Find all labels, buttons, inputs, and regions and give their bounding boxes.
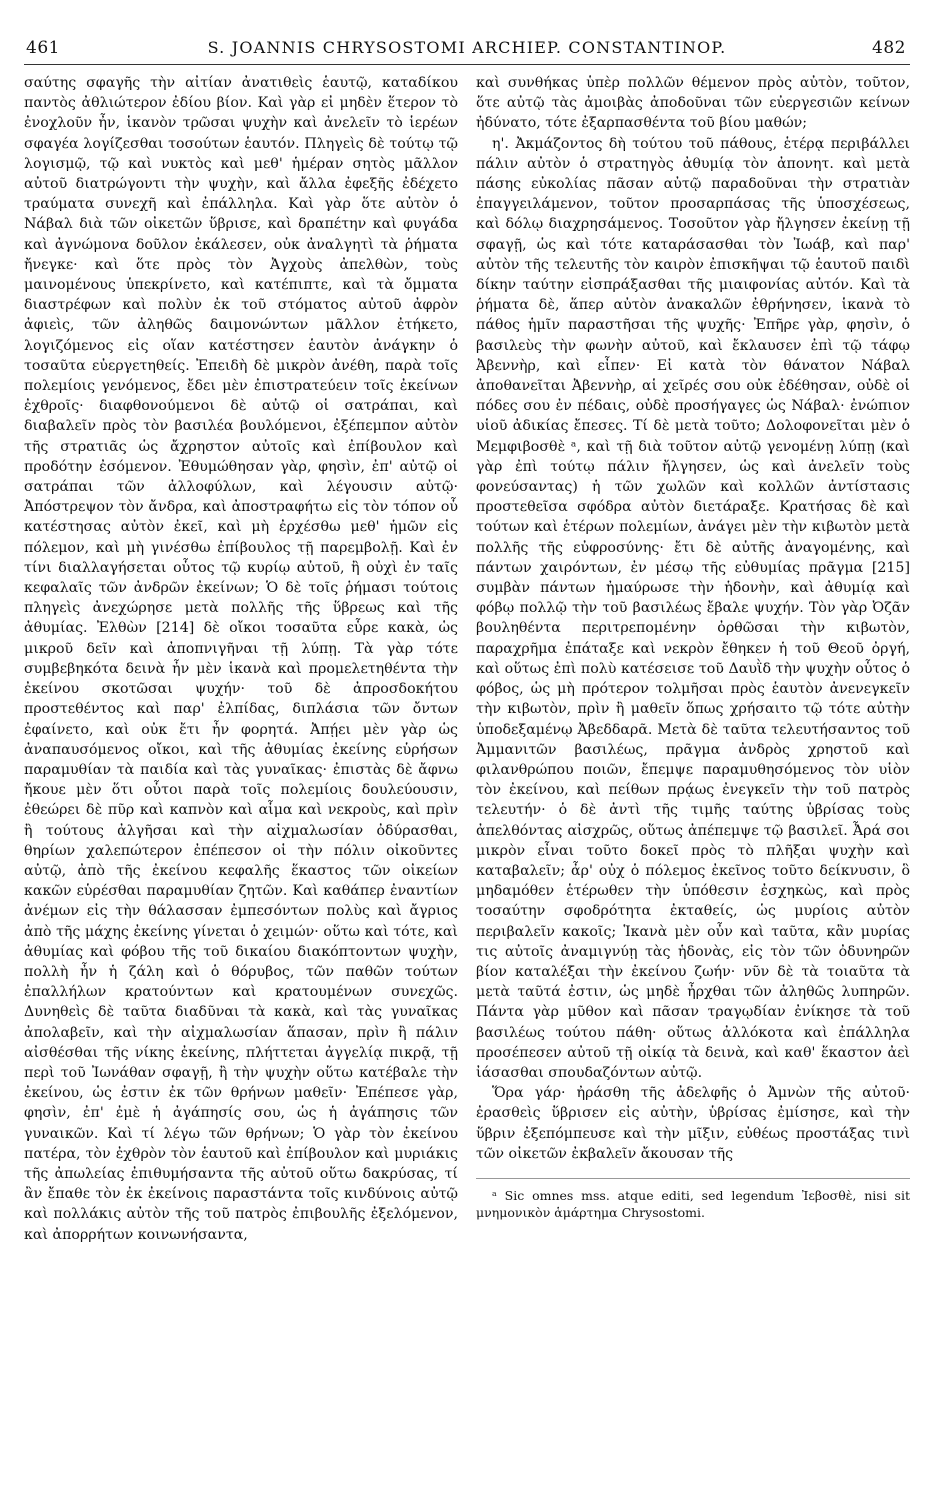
footnote: ᵃ Sic omnes mss. atque editi, sed legendum Ἰεβοσθὲ, nisi sit μνημονικὸν ἁμάρτημα Chrysostomi. — [476, 1178, 910, 1221]
right-column — [476, 73, 910, 1245]
right-paragraph-3: Ὅρα γάρ· ἠράσθη τῆς ἀδελφῆς ὁ Ἀμνὼν τῆς αὐτοῦ· ἐρασθεὶς ὕβρισεν εἰς αὐτὴν, ὑβρίσας ἐμίσησε, καὶ τὴν ὕβριν ἐξεπόμπευσε καὶ τὴν μῖξιν, εὐθέως προστάξας τινὶ τῶν οἰκετῶν ἐκβαλεῖν ἄκουσαν τῆς — [476, 1085, 910, 1162]
page-number-right: 482 — [872, 38, 906, 58]
right-paragraph-1: καὶ συνθήκας ὑπὲρ πολλῶν θέμενον πρὸς αὐτὸν, τοῦτον, ὅτε αὐτῷ τὰς ἀμοιβὰς ἀποδοῦναι τῶν εὐεργεσιῶν κείνων ἠδύνατο, τότε ἐξαρπασθέντα τοῦ βίου μαθών; — [476, 75, 910, 132]
right-paragraph-2: η'. Ἀκμάζοντος δὴ τούτου τοῦ πάθους, ἑτέρᾳ περιβάλλει πάλιν αὐτὸν ὁ στρατηγὸς ἀθυμίᾳ τὸν ἀπονητ. καὶ μετὰ πάσης εὐκολίας πᾶσαν αὐτῷ παραδοῦναι τὴν στρατιὰν ἐπαγγειλάμενον, τοῦτον προσαρπάσας τῆς ὑποσχέσεως, καὶ δόλῳ διαχρησάμενος. Τοσοῦτον γὰρ ἤλγησεν ἐκείνῃ τῇ σφαγῇ, ὡς καὶ τότε καταράσασθαι τὸν Ἰωάβ, καὶ παρ' αὐτὸν τῆς τελευτῆς τὸν καιρὸν ἐπισκῆψαι τῷ ἑαυτοῦ παιδὶ δίκην ταύτην εἰσπράξασθαι τῆς μιαιφονίας αὐτόν. Καὶ τὰ ῥήματα δὲ, ἅπερ αὐτὸν ἀνακαλῶν ἐθρήνησεν, ἱκανὰ τὸ πάθος ἡμῖν παραστῆσαι τῆς ψυχῆς· Ἐπῆρε γὰρ, φησὶν, ὁ βασιλεὺς τὴν φωνὴν αὐτοῦ, καὶ ἔκλαυσεν ἐπὶ τῷ τάφῳ Ἀβεννὴρ, καὶ εἶπεν· Εἰ κατὰ τὸν θάνατον Νάβαλ ἀποθανεῖται Ἀβεννὴρ, αἱ χεῖρές σου οὐκ ἐδέθησαν, οὐδὲ οἱ πόδες σου ἐν πέδαις, οὐδὲ προσήγαγες ὡς Νάβαλ· ἐνώπιον υἱοῦ ἀδικίας ἔπεσες. Τί δὲ μετὰ τοῦτο; Δολοφονεῖται μὲν ὁ Μεμφιβοσθὲ ᵃ, καὶ τῇ διὰ τοῦτον αὐτῷ γενομένῃ λύπῃ (καὶ γὰρ ἐπὶ τούτῳ πάλιν ἤλγησεν, ὡς καὶ ἀνελεῖν τοὺς φονεύσαντας) ἡ τῶν χωλῶν καὶ κολλῶν ἀντίστασις προστεθεῖσα σφόδρα αὐτὸν διετάραξε. Κρατήσας δὲ καὶ τούτων καὶ ἑτέρων πολεμίων, ἀνάγει μὲν τὴν κιβωτὸν μετὰ πολλῆς τῆς εὐφροσύνης· ἔτι δὲ αὐτῆς ἀναγομένης, καὶ πάντων χαιρόντων, ἐν μέσῳ τῆς εὐθυμίας πρᾶγμα [215] συμβὰν πάντων ἠμαύρωσε τὴν ἡδονὴν, καὶ ἀθυμίᾳ καὶ φόβῳ πολλῷ τὴν τοῦ βασιλέως ἔβαλε ψυχήν. Τὸν γὰρ Ὀζᾶν βουληθέντα περιτρεπομένην ὀρθῶσαι τὴν κιβωτὸν, παραχρῆμα ἐπάταξε καὶ νεκρὸν ἔθηκεν ἡ τοῦ Θεοῦ ὀργή, καὶ οὕτως ἐπὶ πολὺ κατέσεισε τοῦ Δαυῒδ τὴν ψυχὴν οὗτος ὁ φόβος, ὡς μὴ πρότερον τολμῆσαι πρὸς ἑαυτὸν ἀνενεγκεῖν τὴν κιβωτὸν, πρὶν ἢ μαθεῖν ὅπως χρήσαιτο τῷ τότε αὐτὴν ὑποδεξαμένῳ Ἀβεδδαρᾶ. Μετὰ δὲ ταῦτα τελευτήσαντος τοῦ Ἀμμανιτῶν βασιλέως, πρᾶγμα ἀνδρὸς χρηστοῦ καὶ φιλανθρώπου ποιῶν, ἔπεμψε παραμυθησόμενος τὸν υἱὸν τὸν ἐκείνου, καὶ πείθων πρᾴως ἐνεγκεῖν τὴν τοῦ πατρὸς τελευτήν· ὁ δὲ ἀντὶ τῆς τιμῆς ταύτης ὑβρίσας τοὺς ἀπελθόντας αἰσχρῶς, οὕτως ἀπέπεμψε τῷ βασιλεῖ. Ἆρά σοι μικρὸν εἶναι τοῦτο δοκεῖ πρὸς τὸ πλῆξαι ψυχὴν καὶ καταβαλεῖν; ἆρ' οὐχ ὁ πόλεμος ἐκεῖνος τοῦτο δείκνυσιν, ὃ μηδαμόθεν ἑτέρωθεν τὴν ὑπόθεσιν ἐσχηκὼς, καὶ πρὸς τοσαύτην σφοδρότητα ἐκταθείς, ὡς μυρίοις αὐτὸν περιβαλεῖν κακοῖς; Ἱκανὰ μὲν οὖν καὶ ταῦτα, κἂν μυρίας τις αὐτοῖς ἀναμιγνύῃ τὰς ἡδονὰς, εἰς τὸν τῶν ὀδυνηρῶν βίον καταλέξαι τὴν ἐκείνου ζωήν· νῦν δὲ τὰ τοιαῦτα τὰ μετὰ ταῦτά ἐστιν, ὡς μηδὲ ἦρχθαι τῶν ἀληθῶς λυπηρῶν. Πάντα γὰρ μῦθον καὶ πᾶσαν τραγῳδίαν ἐνίκησε τὰ τοῦ βασιλέως τούτου πάθη· οὕτως ἀλλόκοτα καὶ ἐπάλληλα προσέπεσεν αὐτοῦ τῇ οἰκίᾳ τὰ δεινὰ, καὶ καθ' ἕκαστον ἀεὶ ἰάσασθαι σπουδαζόντων αὐτῷ. — [476, 135, 910, 1081]
text-columns — [24, 73, 910, 1245]
left-paragraph-1: σαύτης σφαγῆς τὴν αἰτίαν ἀνατιθεὶς ἑαυτῷ, καταδίκου παντὸς ἀθλιώτερον ἐδίου βίον. Καὶ γὰρ εἰ μηδὲν ἕτερον τὸ ἐνοχλοῦν ἦν, ἱκανὸν τρῶσαι ψυχὴν καὶ ἀνελεῖν τὸ ἱερέων σφαγέα λογίζεσθαι τοσούτων ἑαυτόν. Πληγεὶς δὲ τούτῳ τῷ λογισμῷ, τῷ καὶ νυκτὸς καὶ μεθ' ἡμέραν σητὸς μᾶλλον αὐτοῦ διατρώγοντι τὴν ψυχὴν, καὶ ἄλλα ἐφεξῆς ἐδέχετο τραύματα συνεχῆ καὶ ἐπάλληλα. Καὶ γὰρ ὅτε αὐτὸν ὁ Νάβαλ διὰ τῶν οἰκετῶν ὕβρισε, καὶ δραπέτην καὶ φυγάδα καὶ ἀγνώμονα δοῦλον ἐκάλεσεν, οὐκ ἀναλγητὶ τὰ ῥήματα ἤνεγκε· καὶ ὅτε πρὸς τὸν Ἀγχοὺς ἀπελθὼν, τοὺς μαινομένους ὑπεκρίνετο, καὶ κατέπιπτε, καὶ τὰ ὄμματα διαστρέφων καὶ πολὺν ἐκ τοῦ στόματος αὐτοῦ ἀφρὸν ἀφιεὶς, τῶν ἀληθῶς δαιμονώντων μᾶλλον ἐτήκετο, λογιζόμενος εἰς οἵαν κατέστησεν ἑαυτὸν ἀνάγκην ὁ τοσαῦτα εὐεργετηθείς. Ἐπειδὴ δὲ μικρὸν ἀνέθη, παρὰ τοῖς πολεμίοις γενόμενος, ἔδει μὲν ἐπιστρατεύειν τοῖς ἐκείνων ἐχθροῖς· διαφθονούμενοι δὲ αὐτῷ οἱ σατράπαι, καὶ διαβαλεῖν πρὸς τὸν βασιλέα βουλόμενοι, ἐξέπεμπον αὐτὸν τῆς στρατιᾶς ὡς ἄχρηστον αὐτοῖς καὶ ἐπίβουλον καὶ προδότην ἐσόμενον. Ἐθυμώθησαν γὰρ, φησὶν, ἐπ' αὐτῷ οἱ σατράπαι τῶν ἀλλοφύλων, καὶ λέγουσιν αὐτῷ· Ἀπόστρεψον τὸν ἄνδρα, καὶ ἀποστραφήτω εἰς τὸν τόπον οὗ κατέστησας αὐτὸν ἐκεῖ, καὶ μὴ ἐρχέσθω μεθ' ἡμῶν εἰς πόλεμον, καὶ μὴ γινέσθω ἐπίβουλος τῇ παρεμβολῇ. Καὶ ἐν τίνι διαλλαγήσεται οὗτος τῷ κυρίῳ αὐτοῦ, ἢ οὐχὶ ἐν ταῖς κεφαλαῖς τῶν ἀνδρῶν ἐκείνων; Ὁ δὲ τοῖς ῥήμασι τούτοις πληγεὶς ἀνεχώρησε μετὰ πολλῆς τῆς ὕβρεως καὶ τῆς ἀθυμίας. Ἐλθὼν [214] δὲ οἴκοι τοσαῦτα εὗρε κακὰ, ὡς μικροῦ δεῖν καὶ ἀποπνιγῆναι τῇ λύπῃ. Τὰ γὰρ τότε συμβεβηκότα δεινὰ ἦν μὲν ἱκανὰ καὶ προμελετηθέντα τὴν ἐκείνου σκοτῶσαι ψυχήν· τοῦ δὲ ἀπροσδοκήτου προστεθέντος καὶ παρ' ἐλπίδας, διπλάσια τῶν ὄντων ἐφαίνετο, καὶ οὐκ ἔτι ἦν φορητά. Ἀπῄει μὲν γὰρ ὡς ἀναπαυσόμενος οἴκοι, καὶ τῆς ἀθυμίας ἐκείνης εὑρήσων παραμυθίαν τὰ παιδία καὶ τὰς γυναῖκας· ἐπιστὰς δὲ ἄφνω ἤκουε μὲν ὅτι οὗτοι παρὰ τοῖς πολεμίοις δουλεύουσιν, ἐθεώρει δὲ πῦρ καὶ καπνὸν καὶ αἷμα καὶ νεκροὺς, καὶ πρὶν ἢ τούτους ἀλγῆσαι καὶ τὴν αἰχμαλωσίαν ὀδύρασθαι, θηρίων χαλεπώτερον ἐπέπεσον οἱ τὴν πόλιν οἰκοῦντες αὐτῷ, ἀπὸ τῆς ἐκείνου κεφαλῆς ἕκαστος τῶν οἰκείων κακῶν εὑρέσθαι παραμυθίαν ζητῶν. Καὶ καθάπερ ἐναντίων ἀνέμων εἰς τὴν θάλασσαν ἐμπεσόντων πολὺς καὶ ἄγριος ἀπὸ τῆς μάχης ἐκείνης γίνεται ὁ χειμών· οὕτω καὶ τότε, καὶ ἀθυμίας καὶ φόβου τῆς τοῦ δικαίου διακόπτοντων ψυχὴν, πολλὴ ἦν ἡ ζάλη καὶ ὁ θόρυβος, τῶν παθῶν τούτων ἐπαλλήλων κρατούντων καὶ κρατουμένων συνεχῶς. Δυνηθεὶς δὲ ταῦτα διαδῦναι τὰ κακὰ, καὶ τὰς γυναῖκας ἀπολαβεῖν, καὶ τὴν αἰχμαλωσίαν ἅπασαν, πρὶν ἢ πάλιν αἰσθέσθαι τῆς νίκης ἐκείνης, πλήττεται ἀγγελίᾳ πικρᾷ, τῇ περὶ τοῦ Ἰωνάθαν σφαγῇ, ἢ τὴν ψυχὴν οὕτω κατέβαλε τὴν ἐκείνου, ὡς ἐστιν ἐκ τῶν θρήνων μαθεῖν· Ἐπέπεσε γὰρ, φησὶν, ἐπ' ἐμὲ ἡ ἀγάπησίς σου, ὡς ἡ ἀγάπησις τῶν γυναικῶν. Καὶ τί λέγω τῶν θρήνων; Ὁ γὰρ τὸν ἐκείνου πατέρα, τὸν ἐχθρὸν τὸν ἑαυτοῦ καὶ ἐπίβουλον καὶ μυριάκις τῆς ἀπωλείας ἐπιθυμήσαντα τῆς αὐτοῦ οὕτω δακρύσας, τί ἂν ἔπαθε τὸν ἐκ ἐκείνοις παραστάντα τοῖς κινδύνοις αὐτῷ καὶ πολλάκις αὐτὸν τῆς τοῦ πατρὸς ἐπιβουλῆς ἐξελόμενον, καὶ ἀπορρήτων κοινωνήσαντα, — [24, 75, 458, 1243]
left-column — [24, 73, 458, 1245]
running-title: S. JOANNIS CHRYSOSTOMI ARCHIEP. CONSTANTINOP. — [207, 38, 727, 57]
page-number-left: 461 — [26, 38, 60, 58]
running-header — [24, 36, 910, 65]
